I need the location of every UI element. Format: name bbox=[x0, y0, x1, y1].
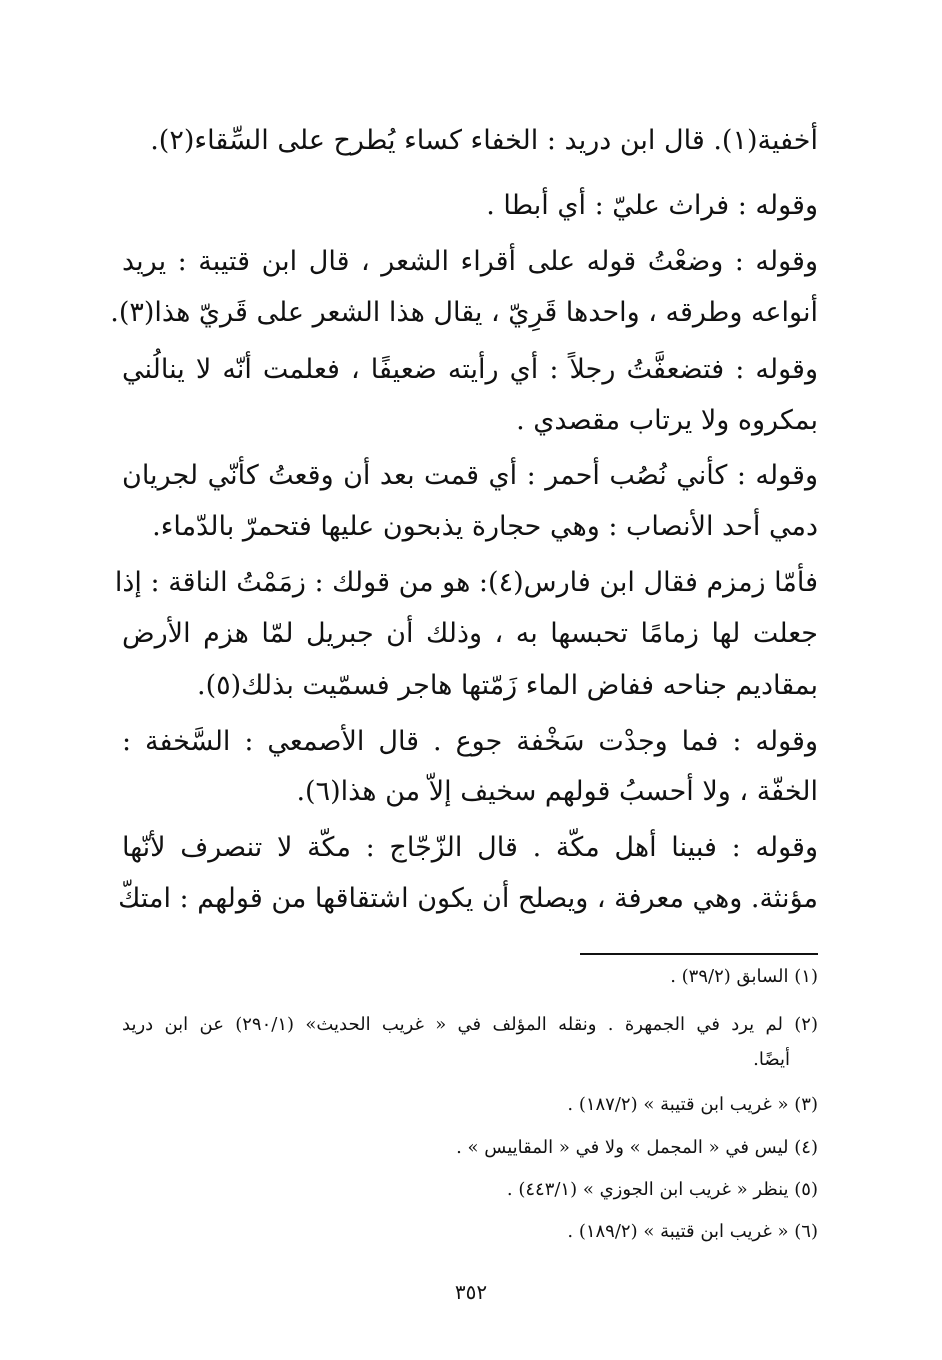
body-line: وقوله : وضعْتُ قوله على أقراء الشعر ، قال ابن قتيبة : يريد bbox=[122, 246, 818, 277]
page-number: ٣٥٢ bbox=[454, 1280, 488, 1304]
body-line: وقوله : فما وجدْت سَخْفة جوع . قال الأصمعي : السَّخفة : bbox=[122, 726, 818, 757]
body-line: مؤنثة. وهي معرفة ، ويصلح أن يكون اشتقاقها من قولهم : امتكّ bbox=[118, 883, 818, 914]
body-line: وقوله : كأني نُصُب أحمر : أي قمت بعد أن وقعتُ كأنّي لجريان bbox=[122, 460, 818, 491]
body-line: وقوله : فراث عليّ : أي أبطا . bbox=[486, 190, 818, 221]
body-line: دمي أحد الأنصاب : وهي حجارة يذبحون عليها فتحمرّ بالدّماء. bbox=[152, 511, 818, 542]
body-line: بمكروه ولا يرتاب مقصدي . bbox=[516, 405, 818, 436]
body-line: بمقاديم جناحه ففاض الماء زَمّتها هاجر فسمّيت بذلك(٥). bbox=[197, 670, 818, 701]
body-line: أخفية(١). قال ابن دريد : الخفاء كساء يُطرح على السِّقاء(٢). bbox=[150, 125, 818, 156]
body-line: فأمّا زمزم فقال ابن فارس(٤): هو من قولك : زمَمْتُ الناقة : إذا bbox=[114, 567, 818, 598]
footnote: (٣) « غريب ابن قتيبة » (١٨٧/٢) . bbox=[567, 1094, 818, 1115]
body-line: أنواعه وطرقه ، واحدها قَرِيّ ، يقال هذا الشعر على قَريّ هذا(٣). bbox=[110, 297, 818, 328]
footnote: (٢) لم يرد في الجمهرة . ونقله المؤلف في « غريب الحديث» (٢٩٠/١) عن ابن دريد bbox=[122, 1014, 818, 1035]
body-line: وقوله : فتضعفَّتُ رجلاً : أي رأيته ضعيفًا ، فعلمت أنّه لا ينالُني bbox=[122, 354, 818, 385]
footnote: (١) السابق (٣٩/٢) . bbox=[670, 966, 818, 987]
footnote: (٥) ينظر « غريب ابن الجوزي » (٤٤٣/١) . bbox=[506, 1179, 818, 1200]
footnote: (٦) « غريب ابن قتيبة » (١٨٩/٢) . bbox=[567, 1221, 818, 1242]
footnote-separator bbox=[580, 953, 818, 955]
body-line: جعلت لها زمامًا تحبسها به ، وذلك أن جبريل لمّا هزم الأرض bbox=[122, 618, 818, 649]
footnote: (٤) ليس في « المجمل » ولا في « المقاييس » . bbox=[456, 1137, 818, 1158]
body-line: الخفّة ، ولا أحسبُ قولهم سخيف إلاّ من هذا(٦). bbox=[296, 776, 818, 807]
body-line: وقوله : فبينا أهل مكّة . قال الزّجّاج : مكّة لا تنصرف لأنّها bbox=[122, 832, 818, 863]
footnote-continuation: أيضًا. bbox=[753, 1049, 790, 1070]
